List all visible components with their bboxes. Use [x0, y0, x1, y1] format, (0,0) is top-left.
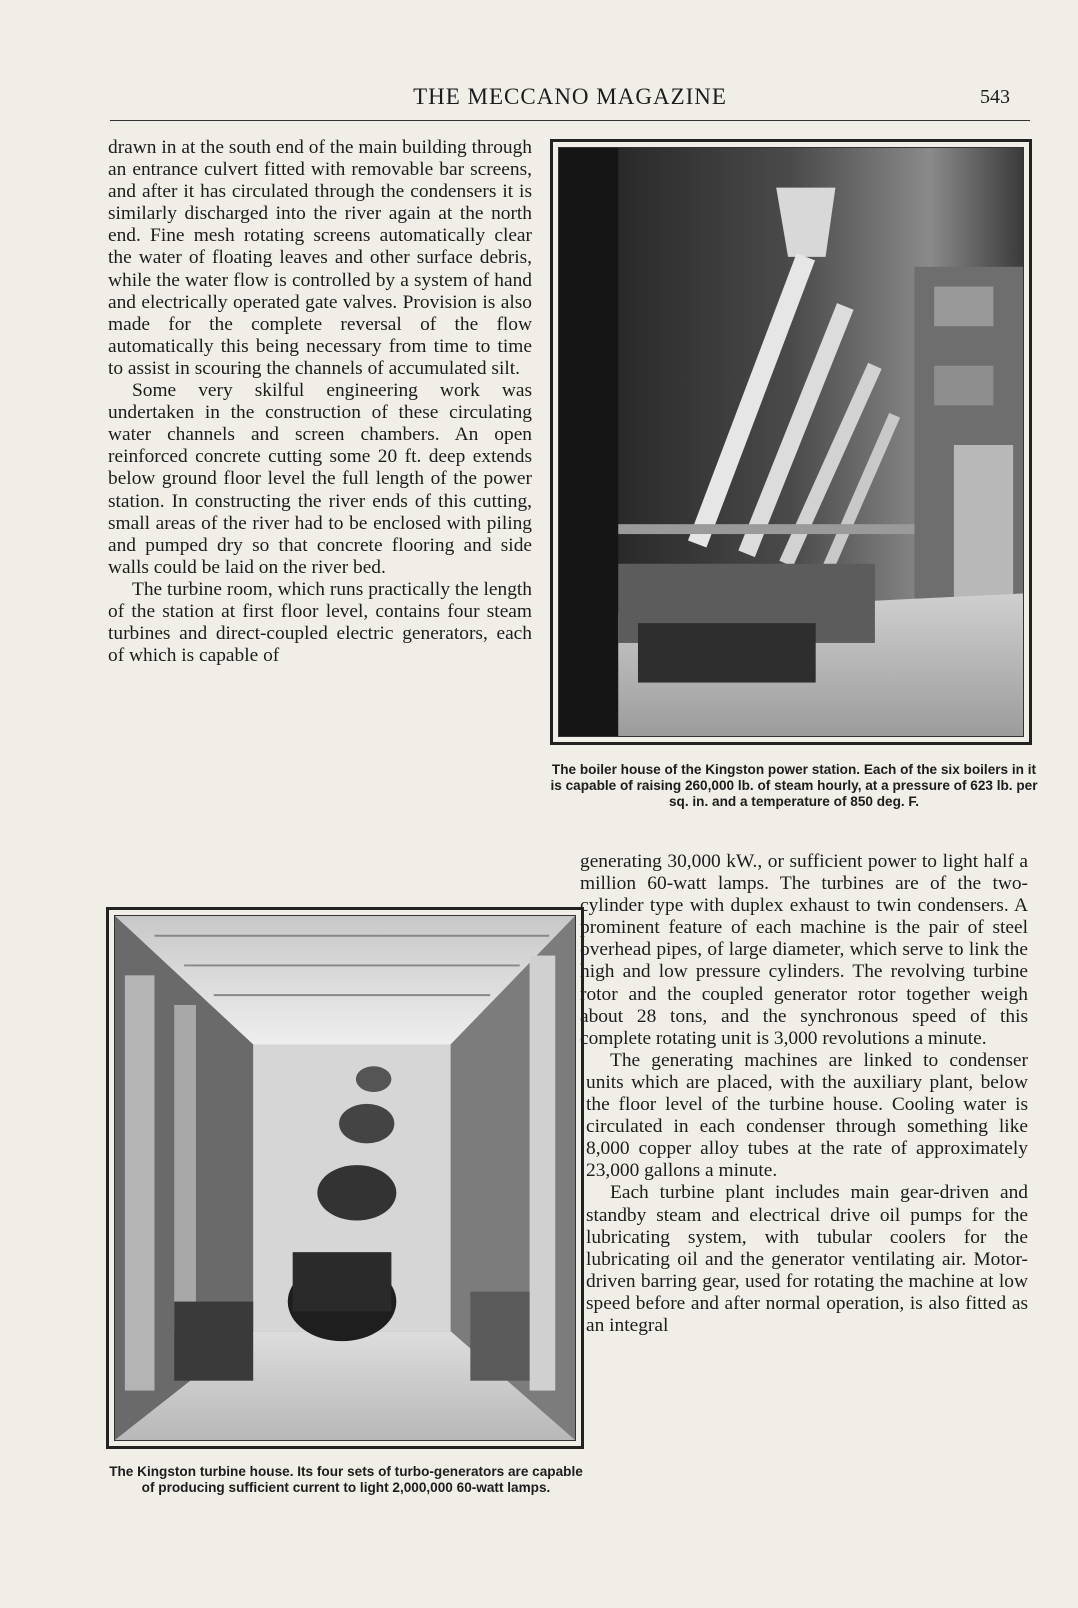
boiler-house-photo: [550, 139, 1032, 745]
turbine-house-photo: [106, 907, 584, 1449]
paragraph: drawn in at the south end of the main building through an entrance culvert fitted with removable bar screens, and after it has circulated through the condensers it is similarly discharged into the river again at the north end. Fine mesh rotating screens automatically clear the water of floating leaves and other surface debris, while the water flow is controlled by a system of hand and electrically operated gate valves. Provision is also made for the complete reversal of the flow automatically this being necessary from time to time to assist in scouring the channels of accumulated silt.: [108, 137, 532, 379]
boiler-house-illustration: [559, 148, 1023, 736]
paragraph: Each turbine plant includes main gear-driven and standby steam and electrical drive oil pumps for the lubricating system, with tubular coolers for the lubricating oil and the generator ventilating air. Motor-driven barring gear, used for rotating the machine at low speed before and after normal operation, is also fitted as an integral: [586, 1182, 1028, 1336]
boiler-photo-caption: The boiler house of the Kingston power station. Each of the six boilers in it is capable of raising 260,000 lb. of steam hourly, at a pressure of 623 lb. per sq. in. and a temperature of 850 deg. F.: [550, 762, 1038, 809]
turbine-house-illustration: [115, 916, 575, 1440]
paragraph: generating 30,000 kW., or sufficient power to light half a million 60-watt lamps. The turbines are of the two-cylinder type with duplex exhaust to twin condensers. A prominent feature of each machine is the pair of steel overhead pipes, of large diameter, which serve to link the high and low pressure cylinders. The revolving turbine rotor and the coupled generator rotor together weigh about 28 tons, and the synchronous speed of this complete rotating unit is 3,000 revolutions a minute.: [580, 851, 1028, 1049]
paragraph: The turbine room, which runs practically the length of the station at first floor level, contains four steam turbines and direct-coupled electric generators, each of which is capable of: [108, 578, 532, 667]
magazine-title: THE MECCANO MAGAZINE: [413, 84, 727, 109]
right-text-column: [580, 851, 1028, 1337]
page-header: [110, 80, 1030, 121]
paragraph: The generating machines are linked to condenser units which are placed, with the auxiliary plant, below the floor level of the turbine house. Cooling water is circulated in each condenser through something like 8,000 copper alloy tubes at the rate of approximately 23,000 gallons a minute.: [586, 1049, 1028, 1182]
left-text-column: [108, 137, 532, 667]
paragraph: Some very skilful engineering work was undertaken in the construction of these circulating water channels and screen chambers. An open reinforced concrete cutting some 20 ft. deep extends below ground floor level the full length of the power station. In constructing the river ends of this cutting, small areas of the river had to be enclosed with piling and pumped dry so that concrete flooring and side walls could be laid on the river bed.: [108, 380, 532, 578]
page-number: 543: [980, 86, 1010, 108]
turbine-photo-caption: The Kingston turbine house. Its four sets of turbo-generators are capable of producing sufficient current to light 2,000,000 60-watt lamps.: [109, 1464, 583, 1495]
